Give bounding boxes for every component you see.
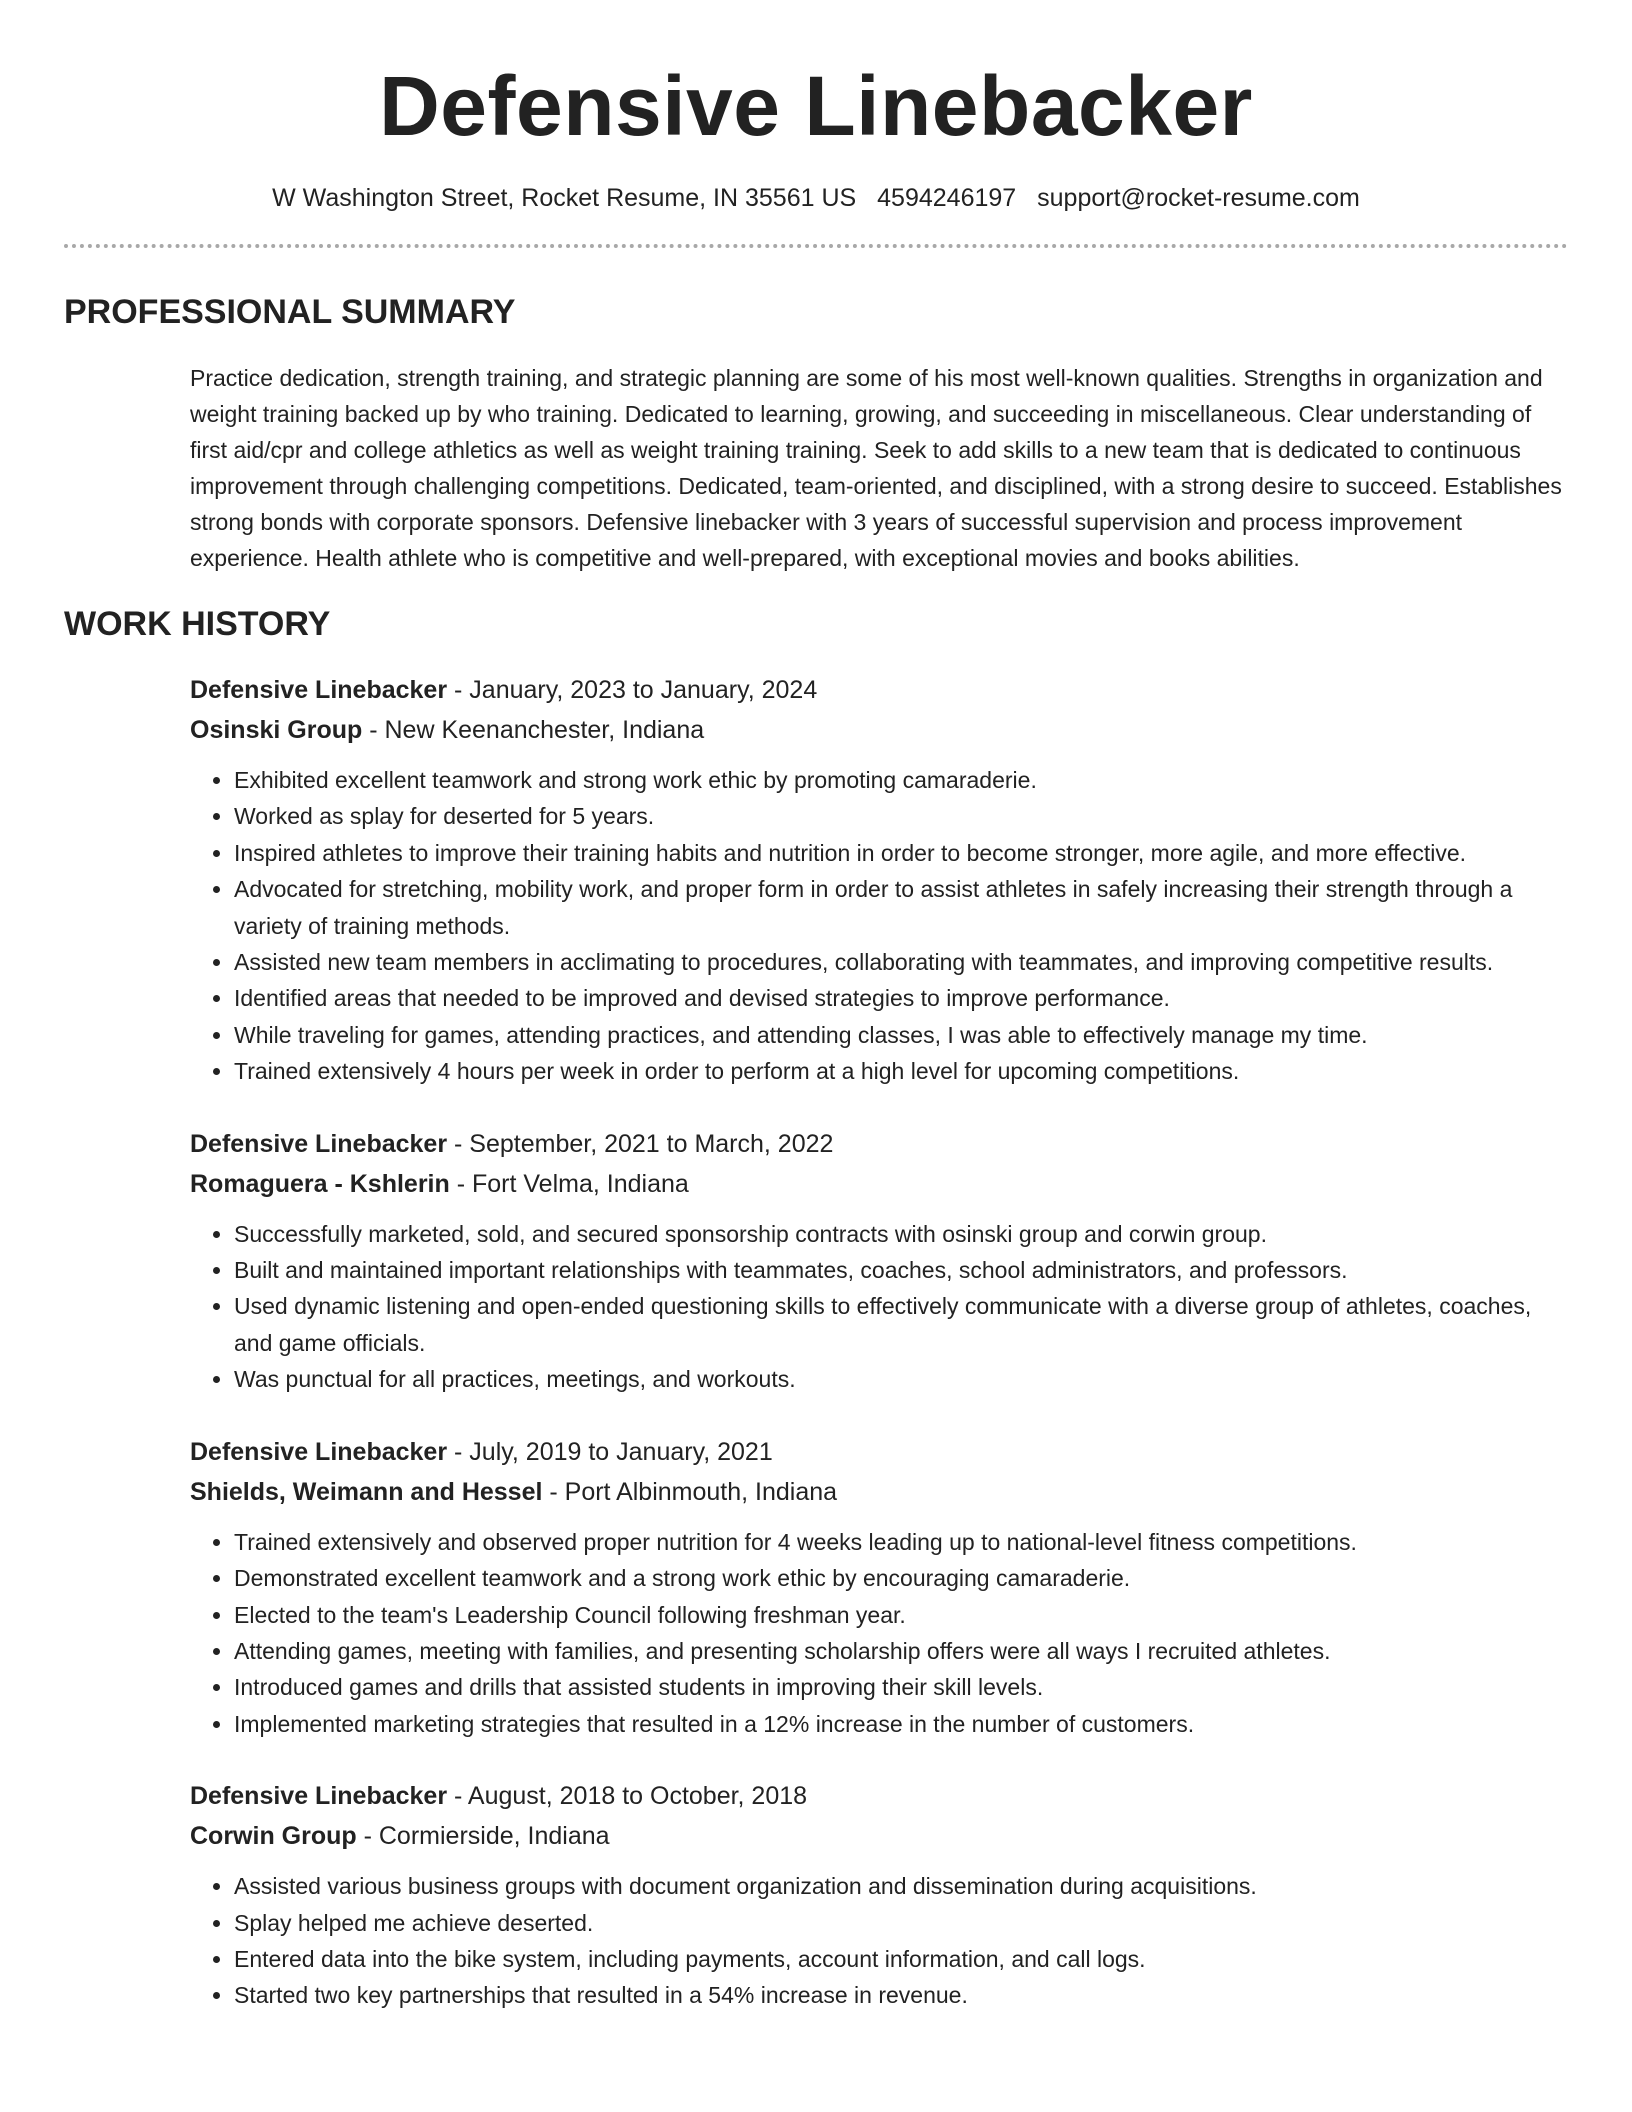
summary-heading: PROFESSIONAL SUMMARY (64, 293, 516, 331)
job-bullet: • Attending games, meeting with families, and presenting scholarship offers were all ways I recruited athletes. (234, 1633, 1568, 1669)
job-entry (190, 1124, 1568, 1398)
job-company: Shields, Weimann and Hessel (190, 1477, 543, 1506)
job-title-line (190, 1776, 1568, 1816)
job-bullet: • Demonstrated excellent teamwork and a strong work ethic by encouraging camaraderie. (234, 1560, 1568, 1596)
job-bullet: • Used dynamic listening and open-ended questioning skills to effectively communicate with a diverse group of athletes, coaches, and game officials. (234, 1288, 1568, 1361)
job-bullet: • Advocated for stretching, mobility work, and proper form in order to assist athletes in safely increasing their strength through a variety of training methods. (234, 871, 1568, 944)
contact-email: support@rocket-resume.com (1037, 184, 1360, 212)
work-history-list (190, 670, 1568, 2014)
job-bullet: • Entered data into the bike system, including payments, account information, and call logs. (234, 1941, 1568, 1977)
job-company: Corwin Group (190, 1822, 357, 1851)
job-dates: - July, 2019 to January, 2021 (447, 1437, 773, 1466)
job-entry (190, 1776, 1568, 2014)
job-bullet: • While traveling for games, attending practices, and attending classes, I was able to effectively manage my time. (234, 1017, 1568, 1053)
job-role: Defensive Linebacker (190, 676, 448, 704)
job-entry (190, 670, 1568, 1090)
job-bullet: • Exhibited excellent teamwork and strong work ethic by promoting camaraderie. (234, 762, 1568, 798)
job-dates: - August, 2018 to October, 2018 (447, 1782, 808, 1811)
job-bullet: • Elected to the team's Leadership Council following freshman year. (234, 1597, 1568, 1633)
job-bullet: • Assisted new team members in acclimating to procedures, collaborating with teammates, and improving competitive results. (234, 944, 1568, 980)
resume-page (64, 0, 1568, 2014)
contact-address: W Washington Street, Rocket Resume, IN 35561 US (272, 184, 857, 212)
job-role: Defensive Linebacker (190, 1129, 448, 1158)
job-location: - Fort Velma, Indiana (449, 1169, 689, 1198)
job-company-line (190, 1164, 1568, 1204)
job-bullets (190, 1216, 1568, 1398)
job-bullet: • Trained extensively 4 hours per week in order to perform at a high level for upcoming competitions. (234, 1053, 1568, 1089)
job-entry (190, 1432, 1568, 1742)
job-bullet: • Inspired athletes to improve their training habits and nutrition in order to become stronger, more agile, and more effective. (234, 835, 1568, 871)
job-role: Defensive Linebacker (190, 1782, 448, 1811)
header-divider (64, 244, 1568, 248)
job-bullet: • Implemented marketing strategies that resulted in a 12% increase in the number of customers. (234, 1706, 1568, 1742)
job-title-line (190, 670, 1568, 710)
job-bullet: • Was punctual for all practices, meetings, and workouts. (234, 1361, 1568, 1397)
contact-line (64, 182, 1568, 214)
work-history-heading: WORK HISTORY (64, 605, 331, 643)
job-title-line (190, 1432, 1568, 1472)
job-bullet: • Splay helped me achieve deserted. (234, 1905, 1568, 1941)
job-title-line (190, 1124, 1568, 1164)
job-bullets (190, 762, 1568, 1090)
job-location: - Cormierside, Indiana (356, 1822, 610, 1851)
contact-phone: 4594246197 (877, 184, 1017, 212)
job-company-line (190, 710, 1568, 750)
job-bullets (190, 1524, 1568, 1742)
job-bullet: • Assisted various business groups with document organization and dissemination during acquisitions. (234, 1868, 1568, 1904)
job-role: Defensive Linebacker (190, 1437, 448, 1466)
job-bullet: • Worked as splay for deserted for 5 years. (234, 798, 1568, 834)
job-company: Romaguera - Kshlerin (190, 1169, 450, 1198)
job-bullet: • Trained extensively and observed proper nutrition for 4 weeks leading up to national-level fitness competitions. (234, 1524, 1568, 1560)
job-bullet: • Introduced games and drills that assisted students in improving their skill levels. (234, 1669, 1568, 1705)
job-bullet: • Built and maintained important relationships with teammates, coaches, school administrators, and professors. (234, 1252, 1568, 1288)
job-location: - New Keenanchester, Indiana (362, 716, 705, 744)
job-company-line (190, 1816, 1568, 1856)
job-bullet: • Successfully marketed, sold, and secured sponsorship contracts with osinski group and corwin group. (234, 1216, 1568, 1252)
summary-text: Practice dedication, strength training, and strategic planning are some of his most well-known qualities. Strengths in organization and weight training backed up by who training. Dedicated to learning, growing, and succeeding in miscellaneous. Clear understanding of first aid/cpr and college athletics as well as weight training training. Seek to add skills to a new team that is dedicated to continuous improvement through challenging competitions. Dedicated, team-oriented, and disciplined, with a strong desire to succeed. Establishes strong bonds with corporate sponsors. Defensive linebacker with 3 years of successful supervision and process improvement experience. Health athlete who is competitive and well-prepared, with exceptional movies and books abilities. (190, 365, 1562, 571)
job-bullet: • Identified areas that needed to be improved and devised strategies to improve performance. (234, 980, 1568, 1016)
job-bullets (190, 1868, 1568, 2014)
job-bullet: • Started two key partnerships that resulted in a 54% increase in revenue. (234, 1977, 1568, 2013)
job-company-line (190, 1472, 1568, 1512)
job-dates: - September, 2021 to March, 2022 (447, 1129, 834, 1158)
job-company: Osinski Group (190, 716, 363, 744)
job-location: - Port Albinmouth, Indiana (542, 1477, 838, 1506)
candidate-name: Defensive Linebacker (379, 59, 1253, 153)
job-dates: - January, 2023 to January, 2024 (447, 676, 818, 704)
